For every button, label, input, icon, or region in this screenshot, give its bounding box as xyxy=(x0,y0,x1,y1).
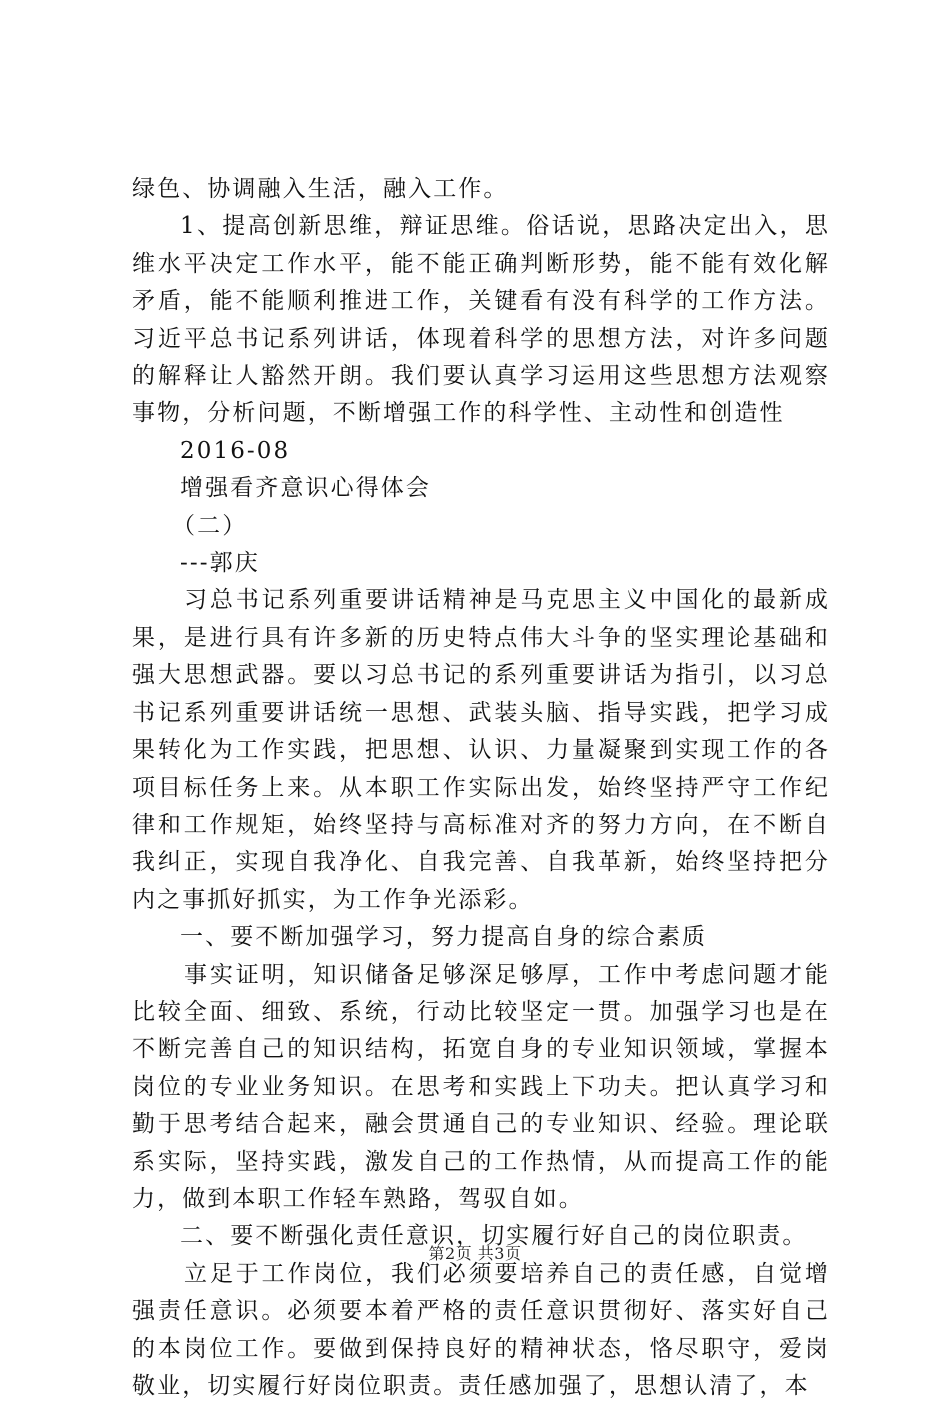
paragraph-section-2: 立足于工作岗位，我们必须要培养自己的责任感，自觉增强责任意识。必须要本着严格的责任意识贯彻好、落实好自己的本岗位工作。要做到保持良好的精神状态，恪尽职守，爱岗敬业，切实履行好岗位职责。责任感加强了，思想认清了，本 xyxy=(132,1260,830,1399)
section-heading-2: 二、要不断强化责任意识，切实履行好自己的岗位职责。 xyxy=(180,1223,808,1250)
article-author: ---郭庆 xyxy=(180,550,260,577)
section-heading-1: 一、要不断加强学习，努力提高自身的综合素质 xyxy=(180,924,708,951)
paragraph-innovative-thinking: 1、提高创新思维，辩证思维。俗话说，思路决定出入，思维水平决定工作水平，能不能正确判断形势，能不能有效化解矛盾，能不能顺利推进工作，关键看有没有科学的工作方法。习近平总书记系列讲话，体现着科学的思想方法，对许多问题的解释让人豁然开朗。我们要认真学习运用这些思想方法观察事物，分析问题，不断增强工作的科学性、主动性和创造性 xyxy=(132,213,830,427)
date-line: 2016-08 xyxy=(180,437,291,464)
article-title: 增强看齐意识心得体会 xyxy=(180,475,431,502)
article-number: （二） xyxy=(172,512,248,539)
page-footer: 第2页 共3页 xyxy=(428,1244,522,1263)
document-body xyxy=(132,171,830,1405)
paragraph-section-1: 事实证明，知识储备足够深足够厚，工作中考虑问题才能比较全面、细致、系统，行动比较坚定一贯。加强学习也是在不断完善自己的知识结构，拓宽自身的专业知识领域，掌握本岗位的专业业务知识。在思考和实践上下功夫。把认真学习和勤于思考结合起来，融会贯通自己的专业知识、经验。理论联系实际，坚持实践，激发自己的工作热情，从而提高工作的能力，做到本职工作轻车熟路，驾驭自如。 xyxy=(132,961,830,1212)
paragraph-continuation: 绿色、协调融入生活，融入工作。 xyxy=(132,176,509,202)
paragraph-intro: 习总书记系列重要讲话精神是马克思主义中国化的最新成果，是进行具有许多新的历史特点伟大斗争的坚实理论基础和强大思想武器。要以习总书记的系列重要讲话为指引，以习总书记系列重要讲话统一思想、武装头脑、指导实践，把学习成果转化为工作实践，把思想、认识、力量凝聚到实现工作的各项目标任务上来。从本职工作实际出发，始终坚持严守工作纪律和工作规矩，始终坚持与高标准对齐的努力方向，在不断自我纠正，实现自我净化、自我完善、自我革新，始终坚持把分内之事抓好抓实，为工作争光添彩。 xyxy=(132,587,830,913)
